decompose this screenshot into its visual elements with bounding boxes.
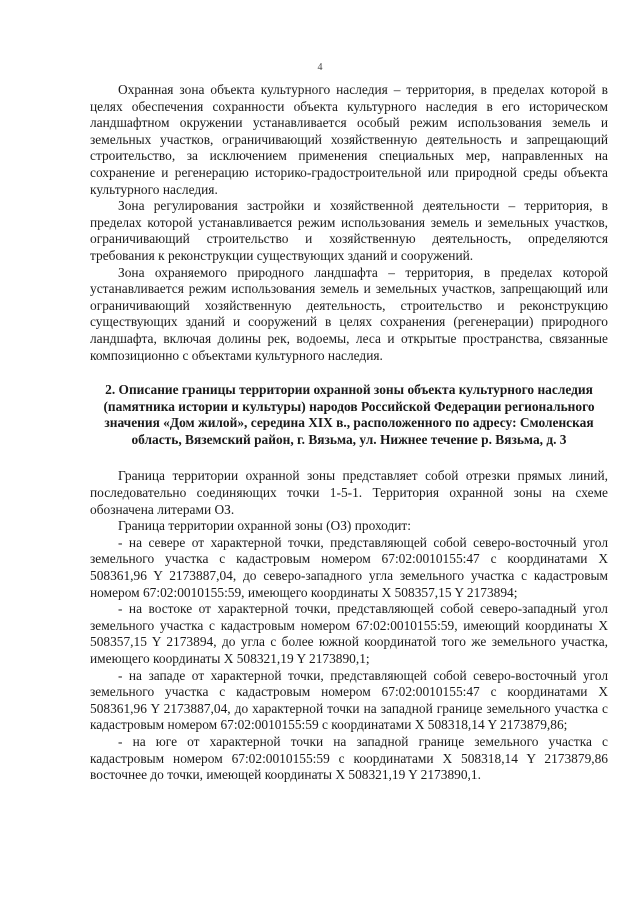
boundary-item-south: - на юге от характерной точки на западной границе земельного участка с кадастровым номером 67:02:0010155:59 с координатами X 508318,14 Y 2173879,86 восточнее до точки, имеющей координаты X 508321,19 Y 2173890,1. (90, 733, 608, 783)
paragraph-boundary-intro: Граница территории охранной зоны (ОЗ) проходит: (118, 518, 411, 534)
paragraph-boundary-description: Граница территории охранной зоны представляет собой отрезки прямых линий, последовательно соединяющих точки 1-5-1. Территория охранной зоны на схеме обозначена литерами ОЗ. (90, 468, 608, 517)
document-body (90, 82, 608, 784)
paragraph-protection-zone: Охранная зона объекта культурного наследия – территория, в пределах которой в целях обеспечения сохранности объекта культурного наследия в его историческом ландшафтном окружении устанавливается особый режим использования земель и земельных участков, ограничивающий хозяйственную деятельность и запрещающий строительство, за исключением применения специальных мер, направленных на сохранение и регенерацию историко-градостроительной или природной среды объекта культурного наследия. (90, 82, 608, 197)
paragraph-regulation-zone: Зона регулирования застройки и хозяйственной деятельности – территория, в пределах которой устанавливается режим использования земель и земельных участков, ограничивающий строительство и хозяйственную деятельность, определяются требования к реконструкции существующих зданий и сооружений. (90, 198, 608, 263)
boundary-item-west: - на западе от характерной точки, представляющей собой северо-восточный угол земельного участка с кадастровым номером 67:02:0010155:47 с координатами X 508361,96 Y 2173887,04, до характерной точки на западной границе земельного участка с кадастровым номером 67:02:0010155:59 с координатами X 508318,14 Y 2173879,86; (90, 667, 608, 733)
boundary-item-east: - на востоке от характерной точки, представляющей собой северо-западный угол земельного участка с кадастровым номером 67:02:0010155:59, имеющий координаты X 508357,15 Y 2173894, до угла с более южной координатой того же земельного участка, имеющего координаты X 508321,19 Y 2173890,1; (90, 601, 608, 666)
boundary-item-north: - на севере от характерной точки, представляющей собой северо-восточный угол земельного участка с кадастровым номером 67:02:0010155:47 с координатами X 508361,96 Y 2173887,04, до северо-западного угла земельного участка с кадастровым номером 67:02:0010155:59, имеющего координаты X 508357,15 Y 2173894; (90, 534, 608, 600)
section-heading: 2. Описание границы территории охранной зоны объекта культурного наследия (памятника истории и культуры) народов Российской Федерации регионального значения «Дом жилой», середина XIX в., расположенного по адресу: Смоленская область, Вяземский район, г. Вязьма, ул. Нижнее течение р. Вязьма, д. 3 (103, 382, 595, 447)
paragraph-landscape-zone: Зона охраняемого природного ландшафта – территория, в пределах которой устанавливается режим использования земель и земельных участков, запрещающий или ограничивающий хозяйственную деятельность, строительство и реконструкцию существующих зданий и сооружений в целях сохранения (регенерации) природного ландшафта, включая долины рек, водоемы, леса и открытые пространства, связанные композиционно с объектами культурного наследия. (90, 264, 608, 363)
page-number: 4 (317, 62, 323, 73)
